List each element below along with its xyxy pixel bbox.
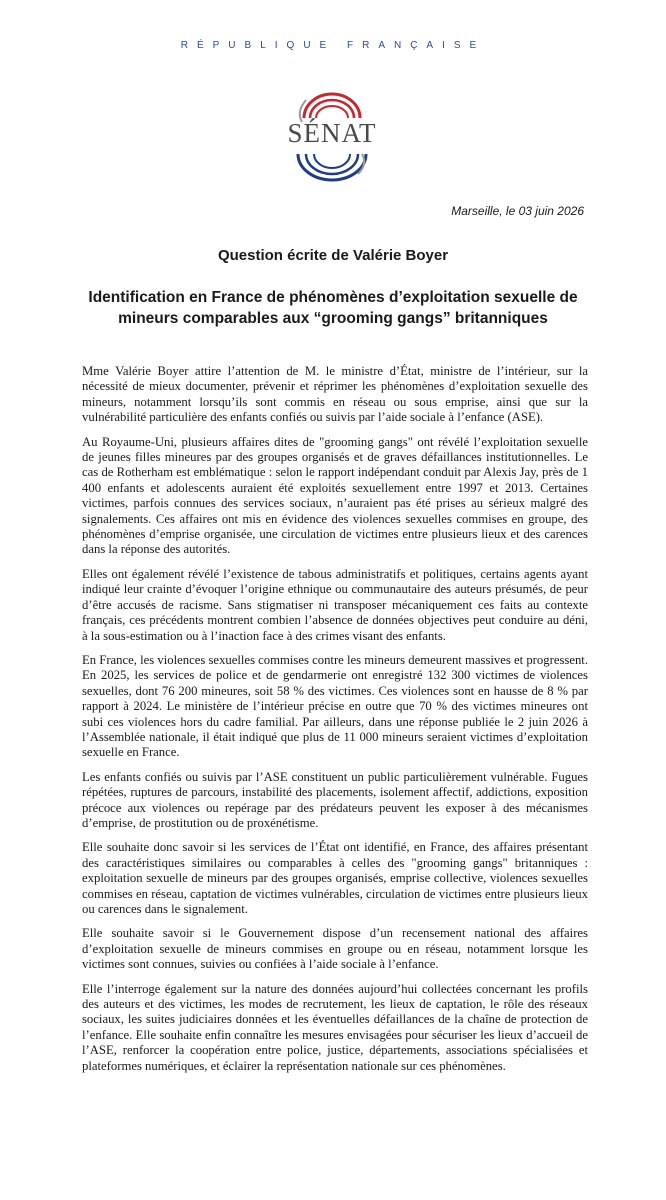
body-paragraph: En France, les violences sexuelles commises contre les mineurs demeurent massives et progressent. En 2025, les services de police et de gendarmerie ont enregistré 132 300 victimes de violences sexuelles, dont 76 200 mineures, soit 58 % des victimes. Ces violences sont en hausse de 8 % par rapport à 2024. Le ministère de l’intérieur précise en outre que 70 % des victimes mineures ont subi ces violences hors du cadre familial. Par ailleurs, dans une réponse publiée le 2 juin 2026 à l’Assemblée nationale, il était indiqué que plus de 11 000 mineurs seraient victimes d’exploitation sexuelle en France. bbox=[82, 652, 588, 760]
body-paragraph: Elle l’interroge également sur la nature des données aujourd’hui collectées concernant les profils des auteurs et des victimes, les modes de recrutement, les lieux de captation, le rôle des réseaux sociaux, les suites judiciaires données et les éventuelles défaillances de la chaîne de protection de l’enfance. Elle souhaite enfin connaître les mesures envisagées pour sécuriser les lieux d’accueil de l’ASE, renforcer la coopération entre police, justice, départements, associations spécialisées et plateformes numériques, et éclairer la représentation nationale sur ces phénomènes. bbox=[82, 981, 588, 1073]
body-paragraph: Les enfants confiés ou suivis par l’ASE constituent un public particulièrement vulnérable. Fugues répétées, ruptures de parcours, instabilité des placements, isolement affectif, addictions, exposition précoce aux violences ou repérage par des prédateurs peuvent les exposer à des mécanismes d’emprise, de prostitution ou de proxénétisme. bbox=[82, 769, 588, 830]
body-paragraph: Elles ont également révélé l’existence de tabous administratifs et politiques, certains agents ayant indiqué leur crainte d’évoquer l’origine ethnique ou communautaire des auteurs présumés, de peur d’être accusés de racisme. Sans stigmatiser ni transposer mécaniquement ces faits au contexte français, ces précédents montrent combien l’absence de données objectives peut conduire au déni, à la sous-estimation ou à l’inaction face à des crimes visant des enfants. bbox=[82, 566, 588, 643]
question-subject: Identification en France de phénomènes d’exploitation sexuelle de mineurs comparables aux “grooming gangs” britanniques bbox=[88, 289, 578, 327]
senat-logo-text: SÉNAT bbox=[287, 118, 377, 148]
question-title: Question écrite de Valérie Boyer bbox=[217, 247, 449, 264]
question-body bbox=[82, 364, 588, 1083]
body-paragraph: Elle souhaite donc savoir si les services de l’État ont identifié, en France, des affaires présentant des caractéristiques similaires ou comparables à celles des "grooming gangs" britanniques : exploitation sexuelle de mineurs par des groupes organisés, emprise collective, violences sexuelles commises en réseau, captation de victimes vulnérables, circulation de victimes entre plusieurs lieux ou carences dans le signalement. bbox=[82, 840, 588, 916]
body-paragraph: Mme Valérie Boyer attire l’attention de M. le ministre d’État, ministre de l’intérieur, sur la nécessité de mieux documenter, prévenir et réprimer les phénomènes d’exploitation sexuelle des mineurs, notamment lorsqu’ils sont commis en réseau ou sous emprise, ainsi que sur la vulnérabilité particulière des enfants confiés ou suivis par l’aide sociale à l’enfance (ASE). bbox=[82, 364, 588, 425]
body-paragraph: Elle souhaite savoir si le Gouvernement dispose d’un recensement national des affaires d’exploitation sexuelle de mineurs commises en groupe ou en réseau, notamment lorsque les victimes sont connues, suivies ou confiées à l’aide sociale à l’enfance. bbox=[82, 926, 588, 972]
document-date: Marseille, le 03 juin 2026 bbox=[451, 204, 584, 218]
republique-francaise-header: RÉPUBLIQUE FRANÇAISE bbox=[180, 40, 486, 51]
senat-logo bbox=[284, 88, 380, 188]
body-paragraph: Au Royaume-Uni, plusieurs affaires dites de "grooming gangs" ont révélé l’exploitation sexuelle de jeunes filles mineures par des groupes organisés et de graves défaillances institutionnelles. Le cas de Rotherham est emblématique : selon le rapport indépendant conduit par Alexis Jay, près de 1 400 enfants et adolescents auraient été exploités sexuellement entre 1997 et 2013. Certaines victimes, parfois connues des services sociaux, n’auraient pas été prises au sérieux malgré des signalements. Ces affaires ont mis en évidence des violences sexuelles commises en groupe, des phénomènes d’emprise organisée, une circulation de victimes entre plusieurs lieux et des carences dans la réponse des autorités. bbox=[82, 434, 588, 557]
